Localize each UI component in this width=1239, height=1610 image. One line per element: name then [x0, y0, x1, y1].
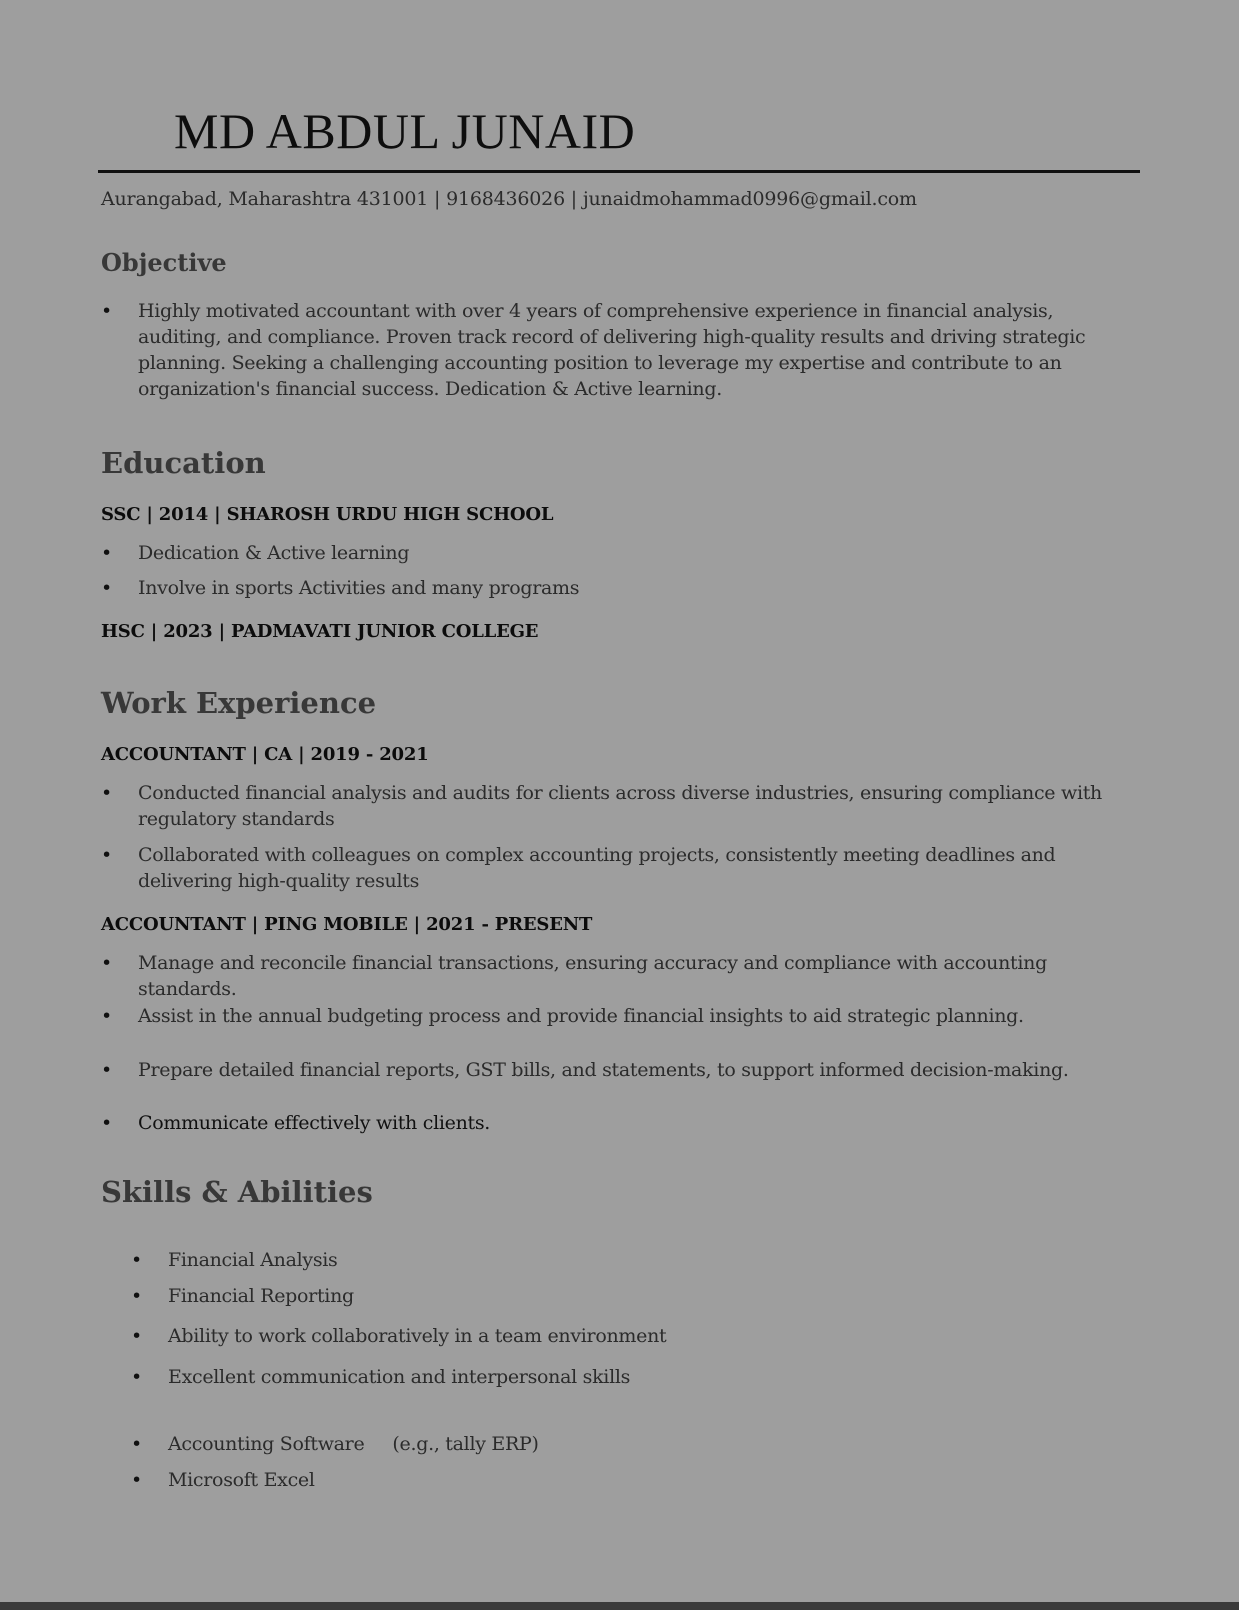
list-item [101, 575, 1111, 601]
education-entry-hsc-title: HSC | 2023 | PADMAVATI JUNIOR COLLEGE [101, 621, 539, 642]
work-bullet: Manage and reconcile financial transactions, ensuring accuracy and compliance with accounting standards. [138, 952, 1047, 1000]
education-bullet: Dedication & Active learning [138, 542, 410, 564]
bullet: • [101, 1112, 112, 1134]
skill-item: Accounting Software [168, 1433, 365, 1455]
work-entry-ca-title: ACCOUNTANT | CA | 2019 - 2021 [101, 744, 429, 765]
list-item [101, 1003, 1111, 1029]
education-bullet: Involve in sports Activities and many programs [138, 577, 580, 599]
list-item [131, 1323, 1031, 1349]
bullet: • [101, 782, 112, 804]
education-heading: Education [101, 446, 266, 480]
contact-line: Aurangabad, Maharashtra 431001 | 9168436026 | junaidmohammad0996@gmail.com [101, 188, 917, 210]
list-item [131, 1283, 1031, 1309]
skill-item: Ability to work collaboratively in a team environment [168, 1325, 667, 1347]
bullet: • [131, 1325, 142, 1347]
work-bullet: Communicate effectively with clients. [138, 1112, 491, 1134]
objective-text [101, 298, 1131, 402]
bullet: • [131, 1433, 142, 1455]
skill-item: Microsoft Excel [168, 1469, 315, 1491]
skills-heading: Skills & Abilities [101, 1175, 373, 1209]
bullet: • [101, 1059, 112, 1081]
bullet: • [101, 300, 112, 322]
work-experience-heading: Work Experience [101, 686, 377, 720]
bullet: • [101, 542, 112, 564]
education-entry-ssc-title: SSC | 2014 | SHAROSH URDU HIGH SCHOOL [101, 504, 554, 525]
skill-item: Financial Analysis [168, 1249, 338, 1271]
objective-heading: Objective [101, 248, 227, 277]
bullet: • [101, 577, 112, 599]
objective-paragraph: Highly motivated accountant with over 4 years of comprehensive experience in financial analysis, auditing, and compliance. Proven track record of delivering high-quality results and driving strategic planning. Seeking a challenging accounting position to leverage my expertise and contribute to an organization's financial success. Dedication & Active learning. [138, 300, 1086, 400]
list-item [101, 950, 1111, 1002]
work-bullet: Conducted financial analysis and audits for clients across diverse industries, ensuring compliance with regulatory standards [138, 782, 1102, 830]
bullet: • [101, 952, 112, 974]
list-item [131, 1467, 1031, 1493]
skill-item: Excellent communication and interpersonal skills [168, 1366, 631, 1388]
list-item [101, 540, 1111, 566]
skill-item-example: (e.g., tally ERP) [392, 1433, 539, 1455]
list-item [131, 1247, 1031, 1273]
bullet: • [131, 1366, 142, 1388]
bullet: • [131, 1285, 142, 1307]
skill-item: Financial Reporting [168, 1285, 354, 1307]
header-divider [98, 170, 1140, 173]
bullet: • [131, 1249, 142, 1271]
bullet: • [101, 844, 112, 866]
list-item [101, 1057, 1111, 1083]
bottom-edge-bar [0, 1602, 1239, 1610]
list-item [131, 1364, 1031, 1390]
work-bullet: Assist in the annual budgeting process and provide financial insights to aid strategic planning. [138, 1005, 1024, 1027]
list-item [101, 780, 1111, 832]
list-item [131, 1431, 1031, 1457]
work-entry-ping-mobile-title: ACCOUNTANT | PING MOBILE | 2021 - PRESENT [101, 914, 593, 935]
candidate-name: MD ABDUL JUNAID [174, 103, 636, 159]
work-bullet: Prepare detailed financial reports, GST bills, and statements, to support informed decision-making. [138, 1059, 1069, 1081]
bullet: • [101, 1005, 112, 1027]
list-item [101, 842, 1111, 894]
work-bullet: Collaborated with colleagues on complex accounting projects, consistently meeting deadlines and delivering high-quality results [138, 844, 1056, 892]
bullet: • [131, 1469, 142, 1491]
list-item [101, 1110, 1111, 1136]
